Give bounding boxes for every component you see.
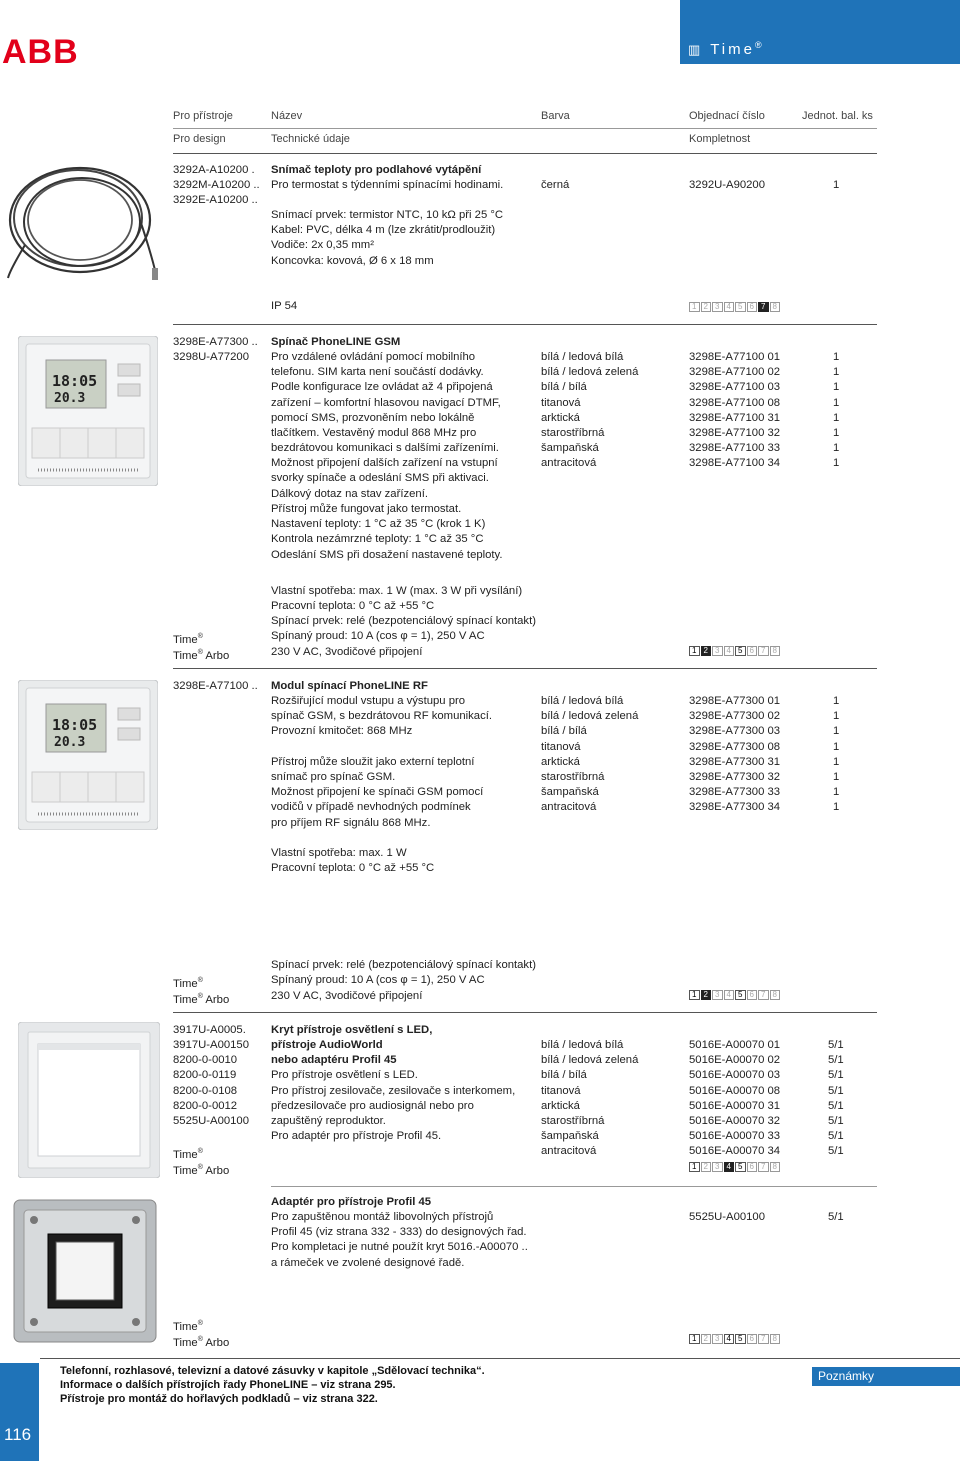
gsm-code-1: 3298E-A77300 .. [173, 336, 258, 348]
led-qty-5: 5/1 [828, 1115, 844, 1127]
rf-title: Modul spínací PhoneLINE RF [271, 680, 428, 692]
gsm-title: Spínač PhoneLINE GSM [271, 336, 401, 348]
led-order-5: 5016E-A00070 32 [689, 1115, 781, 1127]
col-barva: Barva [541, 110, 570, 122]
led-qty-6: 5/1 [828, 1130, 844, 1142]
gsm-code-2: 3298U-A77200 [173, 351, 250, 363]
led-order-3: 5016E-A00070 08 [689, 1085, 781, 1097]
adapter-design-time: Time® [173, 1320, 203, 1333]
gsm-design-time: Time® [173, 633, 203, 646]
sensor-series [689, 302, 781, 312]
led-color-6: šampaňská [541, 1130, 599, 1142]
series-1: 1 [689, 302, 700, 312]
adapter-desc-1: Profil 45 (viz strana 332 - 333) do designových řad. [271, 1226, 527, 1238]
led-desc-0: Pro přístroje osvětlení s LED. [271, 1069, 418, 1081]
gsm-qty-4: 1 [833, 412, 840, 424]
sensor-code-1: 3292A-A10200 . [173, 164, 255, 176]
series-2: 2 [701, 1162, 712, 1172]
led-color-5: starostříbrná [541, 1115, 605, 1127]
rf-qty-1: 1 [833, 710, 840, 722]
gsm-qty-1: 1 [833, 366, 840, 378]
sensor-code-3: 3292E-A10200 .. [173, 194, 258, 206]
lcd-time: 18:05 [52, 716, 98, 734]
rf-order-2: 3298E-A77300 03 [689, 725, 781, 737]
gsm-color-7: antracitová [541, 457, 597, 469]
rf-color-7: antracitová [541, 801, 597, 813]
design-arbo-label: Arbo [205, 1164, 230, 1177]
led-code-3: 8200-0-0119 [173, 1069, 237, 1081]
gsm-desc-10: Přístroj může fungovat jako termostat. [271, 503, 462, 515]
rf-color-4: arktická [541, 756, 580, 768]
adapter-desc-0: Pro zapuštěnou montáž libovolných přístrojů [271, 1211, 494, 1223]
series-8: 8 [770, 646, 781, 656]
series-5: 5 [735, 1162, 746, 1172]
gsm-desc-1: telefonu. SIM karta není součástí dodávky. [271, 366, 484, 378]
header-bottom-rule [173, 153, 877, 154]
gsm-tech-1: Pracovní teplota: 0 °C až +55 °C [271, 600, 435, 612]
sensor-cable-image [0, 150, 165, 285]
footer-line-1: Informace o dalších přístrojích řady PhoneLINE – viz strana 295. [60, 1379, 396, 1391]
col-nazev: Název [271, 110, 303, 122]
series-6: 6 [747, 990, 758, 1000]
gsm-qty-7: 1 [833, 457, 840, 469]
rf-qty-7: 1 [833, 801, 840, 813]
series-7: 7 [758, 1334, 769, 1344]
col-pro-design: Pro design [173, 133, 226, 145]
design-time-label: Time [173, 1164, 198, 1177]
rf-qty-0: 1 [833, 695, 840, 707]
series-7: 7 [758, 1162, 769, 1172]
footer-rule [40, 1358, 960, 1359]
gsm-qty-6: 1 [833, 442, 840, 454]
brand-name [688, 40, 762, 58]
design-arbo-label: Arbo [205, 1336, 230, 1349]
led-order-0: 5016E-A00070 01 [689, 1039, 781, 1051]
col-pro-pristroje: Pro přístroje [173, 110, 233, 122]
gsm-color-3: titanová [541, 397, 581, 409]
section-rule-2 [173, 668, 877, 669]
series-8: 8 [770, 1162, 781, 1172]
footer-line-0: Telefonní, rozhlasové, televizní a datové zásuvky v kapitole „Sdělovací technika“. [60, 1365, 485, 1377]
section-rule-1 [173, 324, 877, 325]
design-time-label: Time [173, 649, 198, 662]
series-6: 6 [747, 1334, 758, 1344]
led-order-7: 5016E-A00070 34 [689, 1145, 781, 1157]
col-technicke: Technické údaje [271, 133, 350, 145]
rf-order-6: 3298E-A77300 33 [689, 786, 781, 798]
led-title-1: přístroje AudioWorld [271, 1039, 383, 1051]
led-qty-4: 5/1 [828, 1100, 844, 1112]
gsm-tech-2: Spínací prvek: relé (bezpotenciálový spínací kontakt) [271, 615, 536, 627]
rf-desc-7: vodičů v případě nevhodných podmínek [271, 801, 471, 813]
series-3: 3 [712, 1334, 723, 1344]
rf-design-arbo: Time® Arbo [173, 993, 230, 1006]
series-3: 3 [712, 1162, 723, 1172]
gsm-desc-11: Nastavení teploty: 1 °C až 35 °C (krok 1 K) [271, 518, 486, 530]
gsm-color-5: starostříbrná [541, 427, 605, 439]
page-number-band [0, 1363, 39, 1461]
series-4: 4 [724, 1334, 735, 1344]
rf-color-2: bílá / bílá [541, 725, 587, 737]
led-code-4: 8200-0-0108 [173, 1085, 238, 1097]
rf-tech-1: Pracovní teplota: 0 °C až +55 °C [271, 862, 435, 874]
gsm-order-5: 3298E-A77100 32 [689, 427, 781, 439]
adapter-design-arbo: Time® Arbo [173, 1336, 230, 1349]
gsm-desc-6: bezdrátovou komunikaci s dalšími zařízeními. [271, 442, 499, 454]
rf-order-0: 3298E-A77300 01 [689, 695, 781, 707]
col-jednot: Jednot. bal. ks [802, 110, 873, 122]
led-desc-2: předzesilovače pro audiosignál nebo pro [271, 1100, 474, 1112]
led-series [689, 1162, 781, 1172]
rf-tech-3: Spínaný proud: 10 A (cos φ = 1), 250 V AC [271, 974, 485, 986]
gsm-tech-4: 230 V AC, 3vodičové připojení [271, 646, 423, 658]
adapter-order: 5525U-A00100 [689, 1211, 766, 1223]
led-qty-7: 5/1 [828, 1145, 844, 1157]
gsm-desc-8: svorky spínače a odeslání SMS při aktivaci. [271, 472, 489, 484]
gsm-qty-0: 1 [833, 351, 840, 363]
rf-qty-6: 1 [833, 786, 840, 798]
gsm-order-0: 3298E-A77100 01 [689, 351, 781, 363]
led-code-5: 8200-0-0012 [173, 1100, 238, 1112]
brand-banner [680, 0, 960, 64]
design-arbo-label: Arbo [205, 993, 230, 1006]
lcd-temp: 20.3 [54, 391, 86, 406]
series-5: 5 [735, 1334, 746, 1344]
sensor-desc-4: Vodiče: 2x 0,35 mm² [271, 239, 374, 251]
col-kompletnost: Kompletnost [689, 133, 751, 145]
header-divider [173, 128, 877, 129]
adapter-desc-3: a rámeček ve zvolené designové řadě. [271, 1257, 465, 1269]
gsm-color-0: bílá / ledová bílá [541, 351, 624, 363]
design-time-label: Time [173, 977, 198, 990]
rf-tech-4: 230 V AC, 3vodičové připojení [271, 990, 423, 1002]
abb-logo: ABB [2, 33, 79, 71]
rf-color-0: bílá / ledová bílá [541, 695, 624, 707]
series-2: 2 [701, 1334, 712, 1344]
rf-order-4: 3298E-A77300 31 [689, 756, 781, 768]
design-arbo-label: Arbo [205, 649, 230, 662]
series-1: 1 [689, 646, 700, 656]
gsm-design-arbo: Time® Arbo [173, 649, 230, 662]
notes-label: Poznámky [812, 1367, 960, 1386]
rf-color-3: titanová [541, 741, 581, 753]
gsm-desc-13: Odeslání SMS při dosažení nastavené teploty. [271, 549, 503, 561]
led-qty-0: 5/1 [828, 1039, 844, 1051]
sensor-desc-3: Kabel: PVC, délka 4 m (lze zkrátit/prodloužit) [271, 224, 496, 236]
series-1: 1 [689, 990, 700, 1000]
led-desc-3: zapuštěný reproduktor. [271, 1115, 386, 1127]
sensor-order: 3292U-A90200 [689, 179, 766, 191]
rf-order-5: 3298E-A77300 32 [689, 771, 781, 783]
sensor-color: černá [541, 179, 570, 191]
sensor-desc-5: Koncovka: kovová, Ø 6 x 18 mm [271, 255, 434, 267]
gsm-tech-3: Spínaný proud: 10 A (cos φ = 1), 250 V AC [271, 630, 485, 642]
series-8: 8 [770, 990, 781, 1000]
led-qty-2: 5/1 [828, 1069, 844, 1081]
lcd-time: 18:05 [52, 372, 98, 390]
series-3: 3 [712, 646, 723, 656]
led-qty-1: 5/1 [828, 1054, 844, 1066]
col-objednaci: Objednací číslo [689, 110, 765, 122]
gsm-qty-5: 1 [833, 427, 840, 439]
adapter-desc-2: Pro kompletaci je nutné použít kryt 5016.-A00070 .. [271, 1241, 528, 1253]
adapter-qty: 5/1 [828, 1211, 844, 1223]
rf-desc-1: spínač GSM, s bezdrátovou RF komunikací. [271, 710, 493, 722]
brand-mark: ® [754, 40, 762, 50]
design-time-label: Time [173, 1336, 198, 1349]
rf-series [689, 990, 781, 1000]
gsm-order-3: 3298E-A77100 08 [689, 397, 781, 409]
gsm-desc-12: Kontrola nezámrzné teploty: 1 °C až 35 °C [271, 533, 484, 545]
led-title-2: nebo adaptéru Profil 45 [271, 1054, 397, 1066]
design-time-label: Time [173, 633, 198, 646]
rf-color-1: bílá / ledová zelená [541, 710, 639, 722]
series-7: 7 [758, 646, 769, 656]
brand-label: Time [710, 41, 755, 58]
rf-qty-4: 1 [833, 756, 840, 768]
adapter-series [689, 1334, 781, 1344]
rf-order-7: 3298E-A77300 34 [689, 801, 781, 813]
series-5: 5 [735, 646, 746, 656]
design-time-label: Time [173, 1148, 198, 1161]
rf-desc-6: Možnost připojení ke spínači GSM pomocí [271, 786, 484, 798]
section-rule-3 [173, 1012, 877, 1013]
gsm-qty-3: 1 [833, 397, 840, 409]
led-design-arbo: Time® Arbo [173, 1164, 230, 1177]
sensor-ip: IP 54 [271, 300, 298, 312]
sensor-title: Snímač teploty pro podlahové vytápění [271, 164, 482, 176]
led-cover-image [18, 1022, 160, 1178]
series-5: 5 [735, 302, 746, 312]
led-order-1: 5016E-A00070 02 [689, 1054, 781, 1066]
rf-desc-8: pro příjem RF signálu 868 MHz. [271, 817, 431, 829]
led-qty-3: 5/1 [828, 1085, 844, 1097]
gsm-desc-5: tlačítkem. Vestavěný modul 868 MHz pro [271, 427, 477, 439]
gsm-order-4: 3298E-A77100 31 [689, 412, 781, 424]
rf-module-image [18, 680, 158, 830]
series-6: 6 [747, 646, 758, 656]
led-order-4: 5016E-A00070 31 [689, 1100, 781, 1112]
rf-code: 3298E-A77100 .. [173, 680, 258, 692]
gsm-color-4: arktická [541, 412, 580, 424]
gsm-desc-7: Možnost připojení dalších zařízení na vstupní [271, 457, 498, 469]
gsm-order-6: 3298E-A77100 33 [689, 442, 781, 454]
series-2: 2 [701, 302, 712, 312]
led-code-2: 8200-0-0010 [173, 1054, 238, 1066]
footer-line-2: Přístroje pro montáž do hořlavých podkladů – viz strana 322. [60, 1393, 378, 1405]
series-2: 2 [701, 990, 712, 1000]
rf-qty-2: 1 [833, 725, 840, 737]
series-2: 2 [701, 646, 712, 656]
gsm-order-2: 3298E-A77100 03 [689, 381, 781, 393]
rf-order-3: 3298E-A77300 08 [689, 741, 781, 753]
led-title-0: Kryt přístroje osvětlení s LED, [271, 1024, 433, 1036]
led-code-1: 3917U-A00150 [173, 1039, 250, 1051]
led-color-4: arktická [541, 1100, 580, 1112]
gsm-desc-9: Dálkový dotaz na stav zařízení. [271, 488, 428, 500]
gsm-order-1: 3298E-A77100 02 [689, 366, 781, 378]
gsm-color-6: šampaňská [541, 442, 599, 454]
design-time-label: Time [173, 1320, 198, 1333]
series-4: 4 [724, 1162, 735, 1172]
rf-qty-5: 1 [833, 771, 840, 783]
gsm-color-2: bílá / bílá [541, 381, 587, 393]
gsm-order-7: 3298E-A77100 34 [689, 457, 781, 469]
series-1: 1 [689, 1334, 700, 1344]
series-7: 7 [758, 302, 769, 312]
led-desc-1: Pro přístroj zesilovače, zesilovače s interkomem, [271, 1085, 516, 1097]
rf-desc-4: Přístroj může sloužit jako externí teplotní [271, 756, 475, 768]
led-code-6: 5525U-A00100 [173, 1115, 250, 1127]
lcd-temp: 20.3 [54, 735, 86, 750]
series-4: 4 [724, 990, 735, 1000]
led-order-2: 5016E-A00070 03 [689, 1069, 781, 1081]
gsm-desc-4: pomocí SMS, prozvoněním nebo lokálně [271, 412, 475, 424]
series-3: 3 [712, 302, 723, 312]
sensor-code-2: 3292M-A10200 .. [173, 179, 260, 191]
section-rule-4 [271, 1186, 877, 1187]
led-design-time: Time® [173, 1148, 203, 1161]
gsm-color-1: bílá / ledová zelená [541, 366, 639, 378]
series-3: 3 [712, 990, 723, 1000]
series-7: 7 [758, 990, 769, 1000]
led-color-3: titanová [541, 1085, 581, 1097]
sensor-qty: 1 [833, 179, 840, 191]
series-6: 6 [747, 1162, 758, 1172]
series-6: 6 [747, 302, 758, 312]
led-color-7: antracitová [541, 1145, 597, 1157]
led-desc-4: Pro adaptér pro přístroje Profil 45. [271, 1130, 442, 1142]
gsm-tech-0: Vlastní spotřeba: max. 1 W (max. 3 W při vysílání) [271, 585, 523, 597]
rf-design-time: Time® [173, 977, 203, 990]
rf-color-5: starostříbrná [541, 771, 605, 783]
rf-qty-3: 1 [833, 741, 840, 753]
rf-desc-0: Rozšiřující modul vstupu a výstupu pro [271, 695, 466, 707]
led-color-2: bílá / bílá [541, 1069, 587, 1081]
gsm-qty-2: 1 [833, 381, 840, 393]
rf-tech-2: Spínací prvek: relé (bezpotenciálový spínací kontakt) [271, 959, 536, 971]
gsm-desc-2: Podle konfigurace lze ovládat až 4 připojená [271, 381, 493, 393]
gsm-desc-3: zařízení – komfortní hlasovou navigací DTMF, [271, 397, 501, 409]
gsm-device-image [18, 336, 158, 486]
series-5: 5 [735, 990, 746, 1000]
led-order-6: 5016E-A00070 33 [689, 1130, 781, 1142]
led-code-0: 3917U-A0005. [173, 1024, 246, 1036]
rf-desc-5: snímač pro spínač GSM. [271, 771, 396, 783]
design-time-label: Time [173, 993, 198, 1006]
rf-order-1: 3298E-A77300 02 [689, 710, 781, 722]
sensor-desc-0: Pro termostat s týdenními spínacími hodinami. [271, 179, 504, 191]
time-icon: ▥ [688, 42, 704, 57]
rf-desc-2: Provozní kmitočet: 868 MHz [271, 725, 413, 737]
series-8: 8 [770, 302, 781, 312]
gsm-series [689, 646, 781, 656]
series-4: 4 [724, 646, 735, 656]
series-8: 8 [770, 1334, 781, 1344]
rf-color-6: šampaňská [541, 786, 599, 798]
gsm-desc-0: Pro vzdálené ovládání pomocí mobilního [271, 351, 476, 363]
adapter-title: Adaptér pro přístroje Profil 45 [271, 1196, 432, 1208]
led-color-0: bílá / ledová bílá [541, 1039, 624, 1051]
page-number: 116 [4, 1425, 32, 1444]
adapter-image [10, 1196, 160, 1346]
rf-tech-0: Vlastní spotřeba: max. 1 W [271, 847, 407, 859]
series-1: 1 [689, 1162, 700, 1172]
series-4: 4 [724, 302, 735, 312]
sensor-desc-2: Snímací prvek: termistor NTC, 10 kΩ při 25 °C [271, 209, 504, 221]
led-color-1: bílá / ledová zelená [541, 1054, 639, 1066]
